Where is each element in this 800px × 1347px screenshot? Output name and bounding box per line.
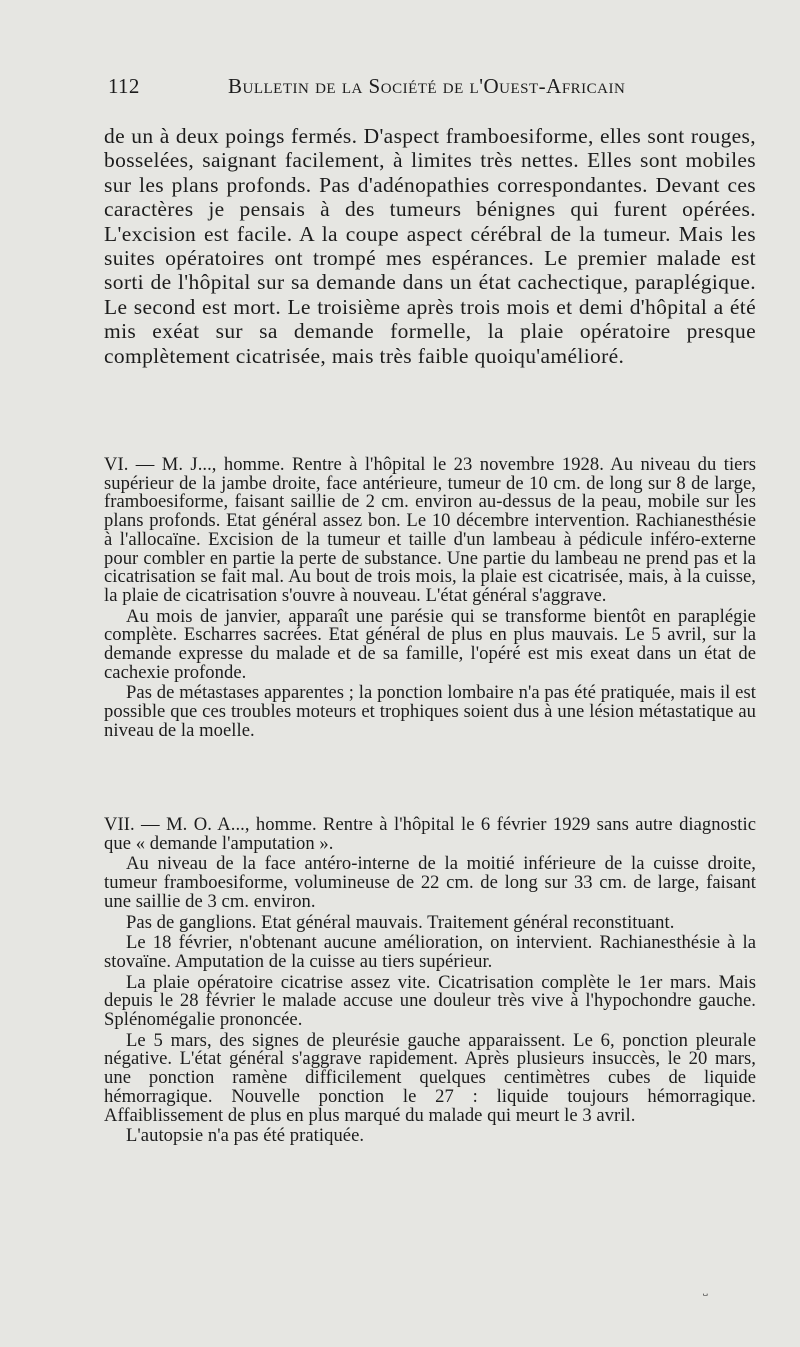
- case-vii-paragraph-5: La plaie opératoire cicatrise assez vite. Cicatrisation complète le 1er mars. Mais depuis le 28 février le malade accuse une douleur très vive à l'hypochondre gauche. Splénomégalie prononcée.: [104, 971, 756, 1031]
- page-number: 112: [108, 74, 140, 98]
- case-vi-paragraph-2: Au mois de janvier, apparaît une parésie qui se transforme bientôt en paraplégie complète. Escharres sacrées. Etat général de plus en plus mauvais. Le 5 avril, sur la demande expresse du malade et de sa famille, l'opéré est mis exeat dans un état de cachexie profonde.: [104, 605, 756, 683]
- case-vii-paragraph-6: Le 5 mars, des signes de pleurésie gauche apparaissent. Le 6, ponction pleurale négative. L'état général s'aggrave rapidement. Après plusieurs insuccès, le 20 mars, une ponction ramène difficilement quelques centimètres cubes de liquide hémorragique. Nouvelle ponction le 27 : liquide toujours hémorragique. Affaiblissement de plus en plus marqué du malade qui meurt le 3 avril.: [104, 1029, 756, 1126]
- print-speck: ˽: [703, 1282, 708, 1296]
- journal-title: Bulletin de la Société de l'Ouest-Africain: [228, 74, 626, 98]
- running-head: [108, 74, 648, 104]
- case-vii-paragraph-7: L'autopsie n'a pas été pratiquée.: [126, 1125, 365, 1147]
- case-vii-paragraph-2: Au niveau de la face antéro-interne de la moitié inférieure de la cuisse droite, tumeur framboesiforme, volumineuse de 22 cm. de long sur 33 cm. de large, faisant une saillie de 3 cm. environ.: [104, 853, 756, 912]
- lead-paragraph: de un à deux poings fermés. D'aspect framboesiforme, elles sont rouges, bosselées, saignant facilement, à limites très nettes. Elles sont mobiles sur les plans profonds. Pas d'adénopathies correspondantes. Devant ces caractères je pensais à des tumeurs bénignes qui furent opérées. L'excision est facile. A la coupe aspect cérébral de la tumeur. Mais les suites opératoires ont trompé mes espérances. Le premier malade est sorti de l'hôpital sur sa demande dans un état cachectique, paraplégique. Le second est mort. Le troisième après trois mois et demi d'hôpital a été mis exéat sur sa demande formelle, la plaie opératoire presque complètement cicatrisée, mais très faible quoiqu'amélioré.: [104, 124, 756, 368]
- case-vii-paragraph-3: Pas de ganglions. Etat général mauvais. Traitement général reconstituant.: [126, 911, 675, 933]
- case-vi-paragraph-3: Pas de métastases apparentes ; la ponction lombaire n'a pas été pratiquée, mais il est possible que ces troubles moteurs et trophiques soient dus à une lésion métastatique au niveau de la moelle.: [104, 682, 756, 741]
- case-vi-paragraph-1: VI. — M. J..., homme. Rentre à l'hôpital le 23 novembre 1928. Au niveau du tiers supérieur de la jambe droite, face antérieure, tumeur de 10 cm. de long sur 8 de large, framboesiforme, faisant saillie de 2 cm. environ au-dessus de la peau, mobile sur les plans profonds. Etat général assez bon. Le 10 décembre intervention. Rachianesthésie à l'allocaïne. Excision de la tumeur et taille d'un lambeau à pédicule inféro-externe pour combler en partie la perte de substance. Une partie du lambeau ne prend pas et la cicatrisation se fait mal. Au bout de trois mois, la plaie est cicatrisée, mais, à la cuisse, la plaie de cicatrisation s'ouvre à nouveau. L'état général s'aggrave.: [104, 454, 756, 606]
- case-vi: [104, 456, 756, 743]
- case-vii-paragraph-4: Le 18 février, n'obtenant aucune amélioration, on intervient. Rachianesthésie à la stovaïne. Amputation de la cuisse au tiers supérieur.: [104, 932, 756, 972]
- case-vii-paragraph-1: VII. — M. O. A..., homme. Rentre à l'hôpital le 6 février 1929 sans autre diagnostic que « demande l'amputation ».: [104, 814, 756, 854]
- case-vii: [104, 816, 756, 1148]
